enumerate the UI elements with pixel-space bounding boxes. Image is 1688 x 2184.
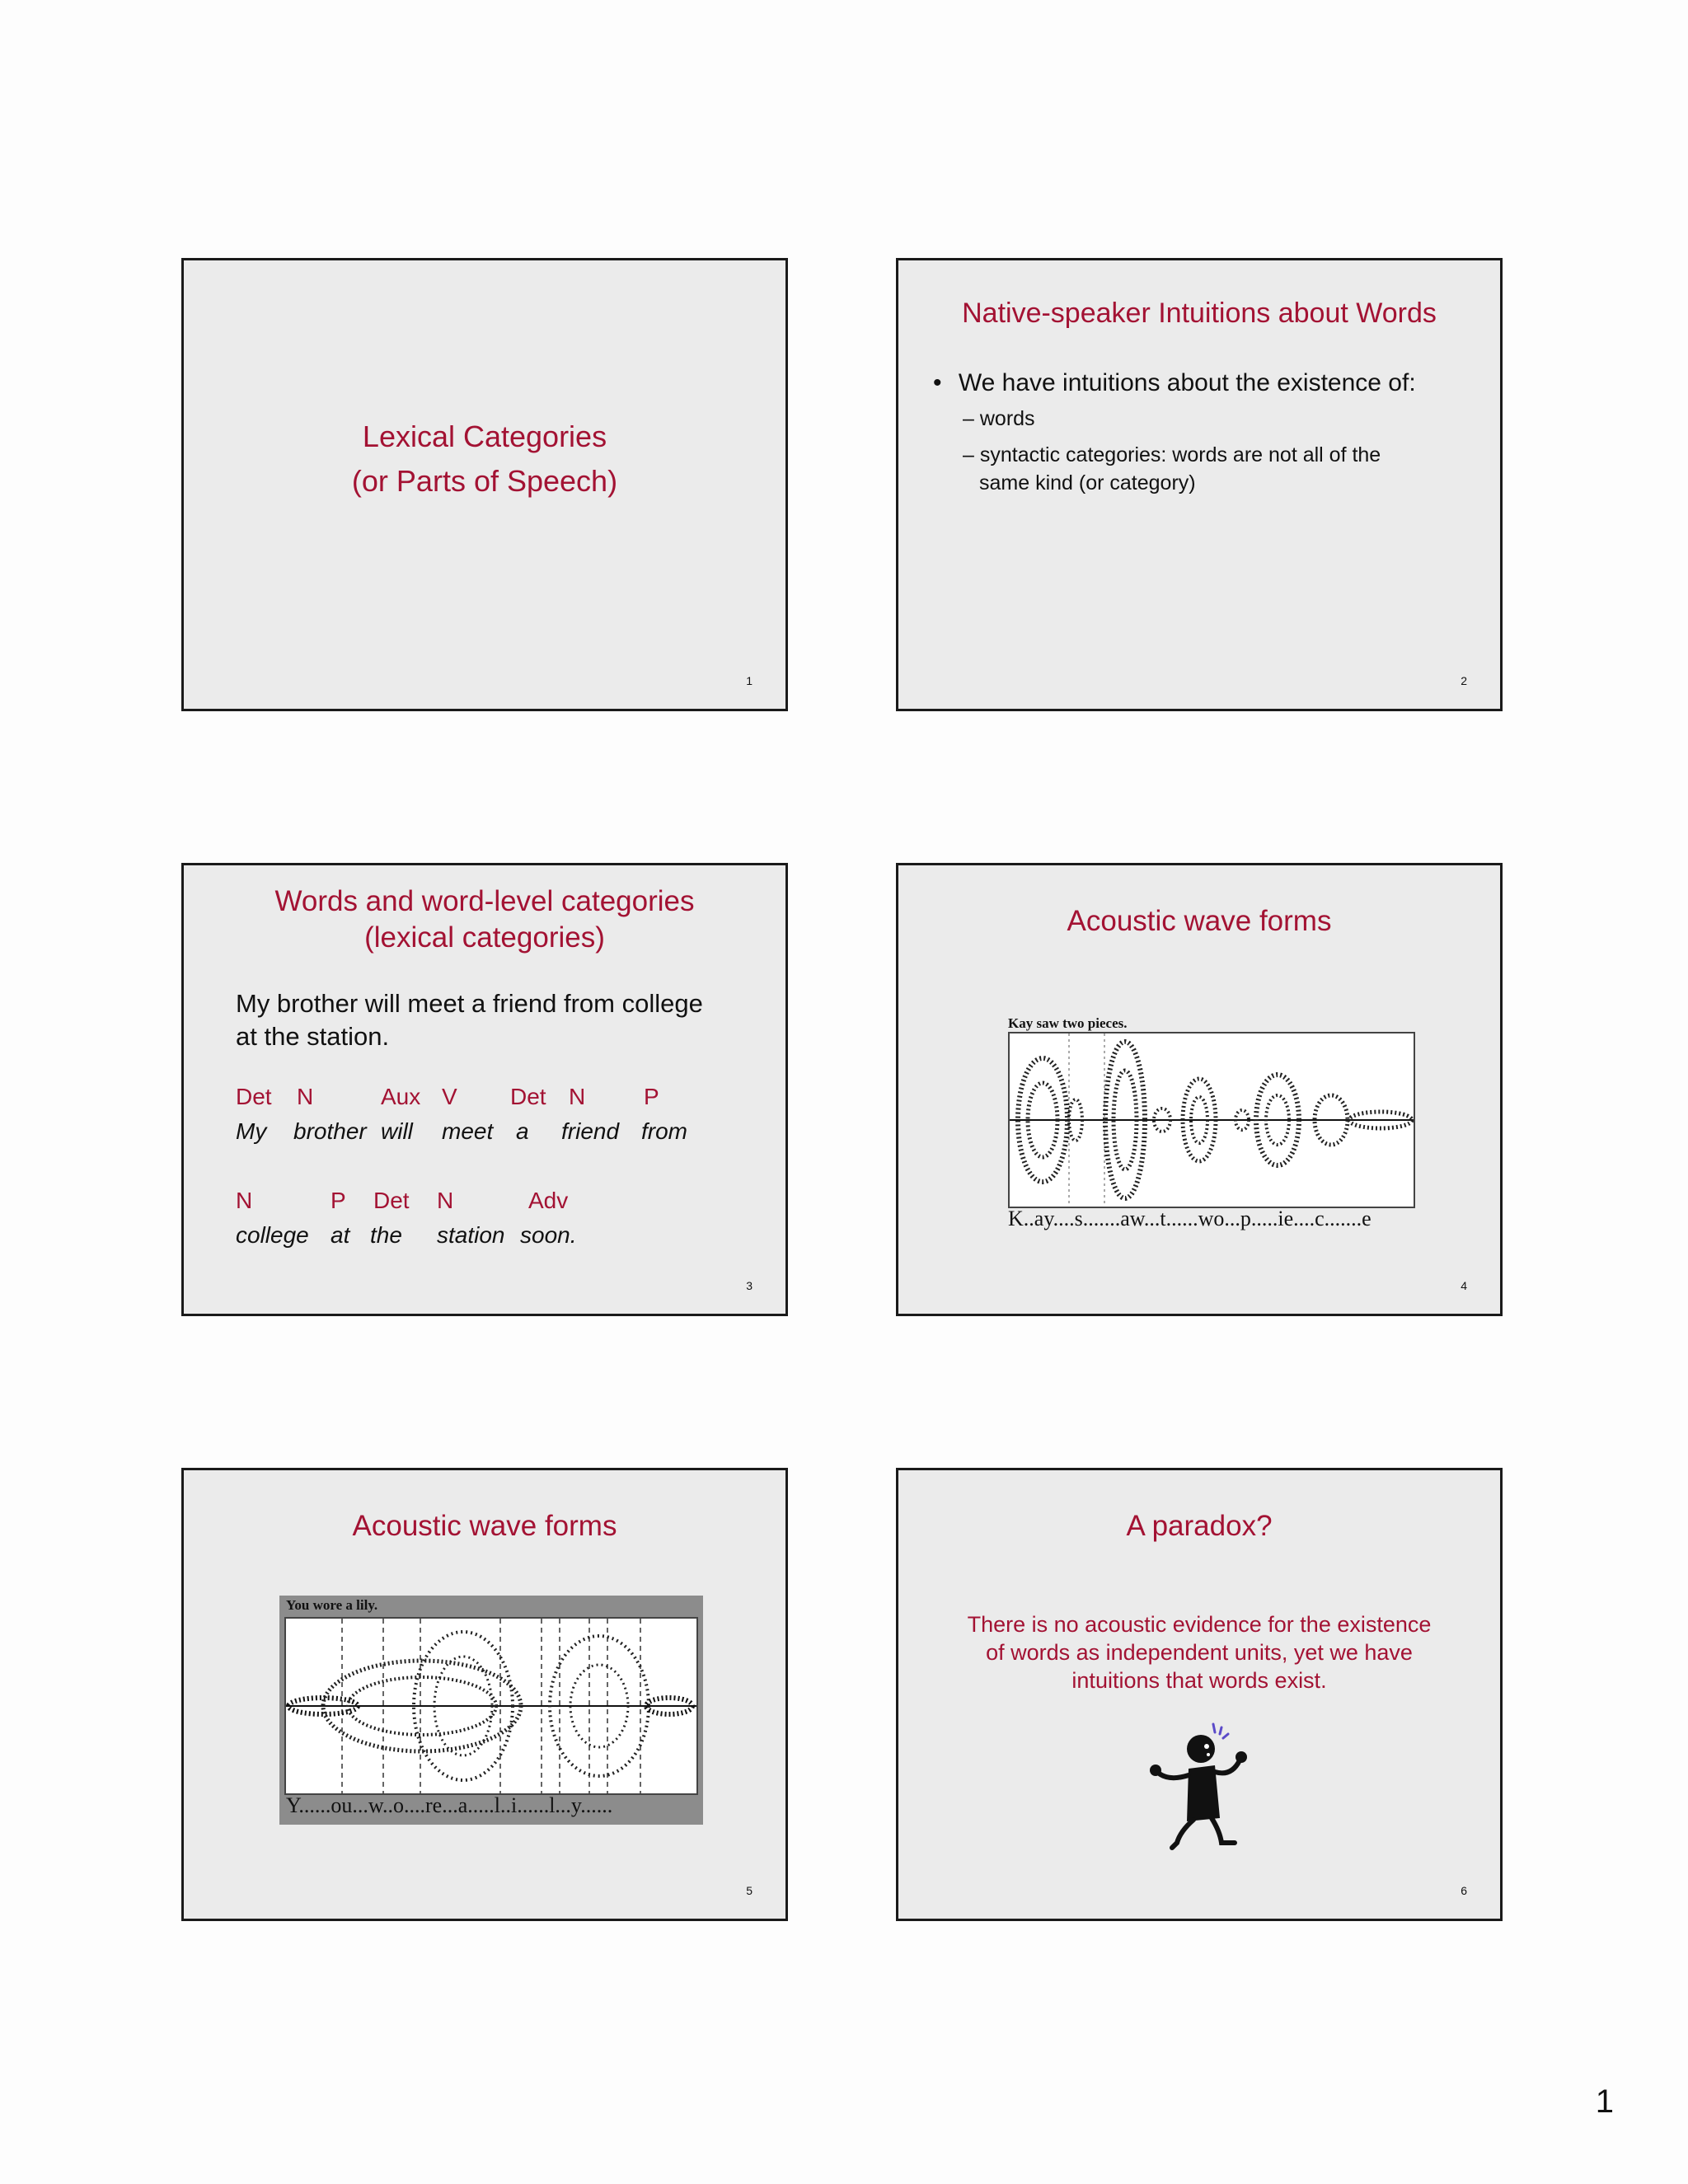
paradox-line2: of words as independent units, yet we have — [986, 1640, 1413, 1665]
word: a — [516, 1118, 529, 1144]
word: soon. — [520, 1222, 577, 1248]
slide-5 — [181, 1468, 788, 1921]
wave-segmentation: K..ay....s.......aw...t......wo...p.....ie....c.......e — [1008, 1207, 1372, 1230]
wave-caption: You wore a lily. — [286, 1597, 378, 1613]
bullet-item — [933, 369, 1416, 397]
slide-1-title-line1: Lexical Categories — [362, 419, 607, 453]
word: will — [381, 1118, 413, 1144]
waveform-panel — [279, 1596, 703, 1825]
tag: N — [297, 1084, 314, 1109]
waveform-image — [1008, 1032, 1415, 1208]
slide-number: 3 — [746, 1279, 753, 1292]
slide-6 — [896, 1468, 1503, 1921]
paradox-text — [898, 1610, 1500, 1694]
word: meet — [442, 1118, 494, 1144]
tag: N — [569, 1084, 586, 1109]
waveform-graphic — [286, 1619, 696, 1793]
slide-3-title-line1: Words and word-level categories — [274, 885, 695, 917]
sub-bullet-text: syntactic categories: words are not all of the — [979, 443, 1381, 466]
sub-bullet-text: words — [979, 407, 1035, 430]
slide-2-title: Native-speaker Intuitions about Words — [962, 298, 1437, 329]
slide-1-title-line2: (or Parts of Speech) — [351, 464, 618, 498]
word: at — [331, 1222, 350, 1248]
bullet-text: We have intuitions about the existence of: — [958, 369, 1416, 396]
slide-1 — [181, 258, 788, 711]
word: the — [370, 1222, 402, 1248]
tag: P — [331, 1188, 346, 1213]
sub-bullet-text-cont: same kind (or category) — [979, 471, 1196, 494]
dash-icon: – — [963, 443, 974, 466]
slide-3 — [181, 863, 788, 1316]
tag: Adv — [528, 1188, 569, 1213]
tag: Aux — [381, 1084, 421, 1109]
slide-number: 2 — [1461, 674, 1467, 687]
slide-5-title: Acoustic wave forms — [352, 1510, 617, 1542]
waveform-graphic — [1010, 1033, 1414, 1207]
word: My — [236, 1118, 267, 1144]
tag: Det — [373, 1188, 410, 1213]
tag: P — [644, 1084, 659, 1109]
tag: N — [236, 1188, 253, 1213]
tag: V — [442, 1084, 457, 1109]
confused-figure-icon — [1139, 1718, 1263, 1858]
wave-caption: Kay saw two pieces. — [1008, 1015, 1128, 1031]
word: from — [641, 1118, 687, 1144]
sentence-line2: at the station. — [236, 1022, 390, 1051]
tag: Det — [236, 1084, 272, 1109]
tag: N — [437, 1188, 454, 1213]
tag: Det — [510, 1084, 546, 1109]
sentence-line1: My brother will meet a friend from college — [236, 989, 703, 1018]
slide-number: 4 — [1461, 1279, 1467, 1292]
dash-icon: – — [963, 407, 974, 430]
word: college — [236, 1222, 309, 1248]
slide-3-title-line2: (lexical categories) — [364, 921, 605, 954]
sub-bullet-2 — [963, 441, 1381, 497]
slide-4-title: Acoustic wave forms — [1067, 905, 1332, 937]
slide-number: 1 — [746, 674, 753, 687]
paradox-line1: There is no acoustic evidence for the existence — [967, 1612, 1432, 1637]
slide-number: 5 — [746, 1884, 753, 1897]
word: friend — [561, 1118, 620, 1144]
wave-segmentation: Y......ou...w..o....re...a.....l..i......l...y...... — [286, 1793, 613, 1817]
bullet-icon: • — [933, 369, 942, 396]
slide-6-title: A paradox? — [1126, 1510, 1273, 1542]
word: station — [437, 1222, 505, 1248]
slide-4 — [896, 863, 1503, 1316]
paradox-line3: intuitions that words exist. — [1071, 1668, 1327, 1693]
page-number: 1 — [1595, 2083, 1614, 2120]
waveform-image — [284, 1617, 698, 1795]
sub-bullet-1 — [963, 407, 1035, 431]
word: brother — [293, 1118, 367, 1144]
slide-number: 6 — [1461, 1884, 1467, 1897]
example-sentence — [236, 987, 703, 1053]
slide-2 — [896, 258, 1503, 711]
